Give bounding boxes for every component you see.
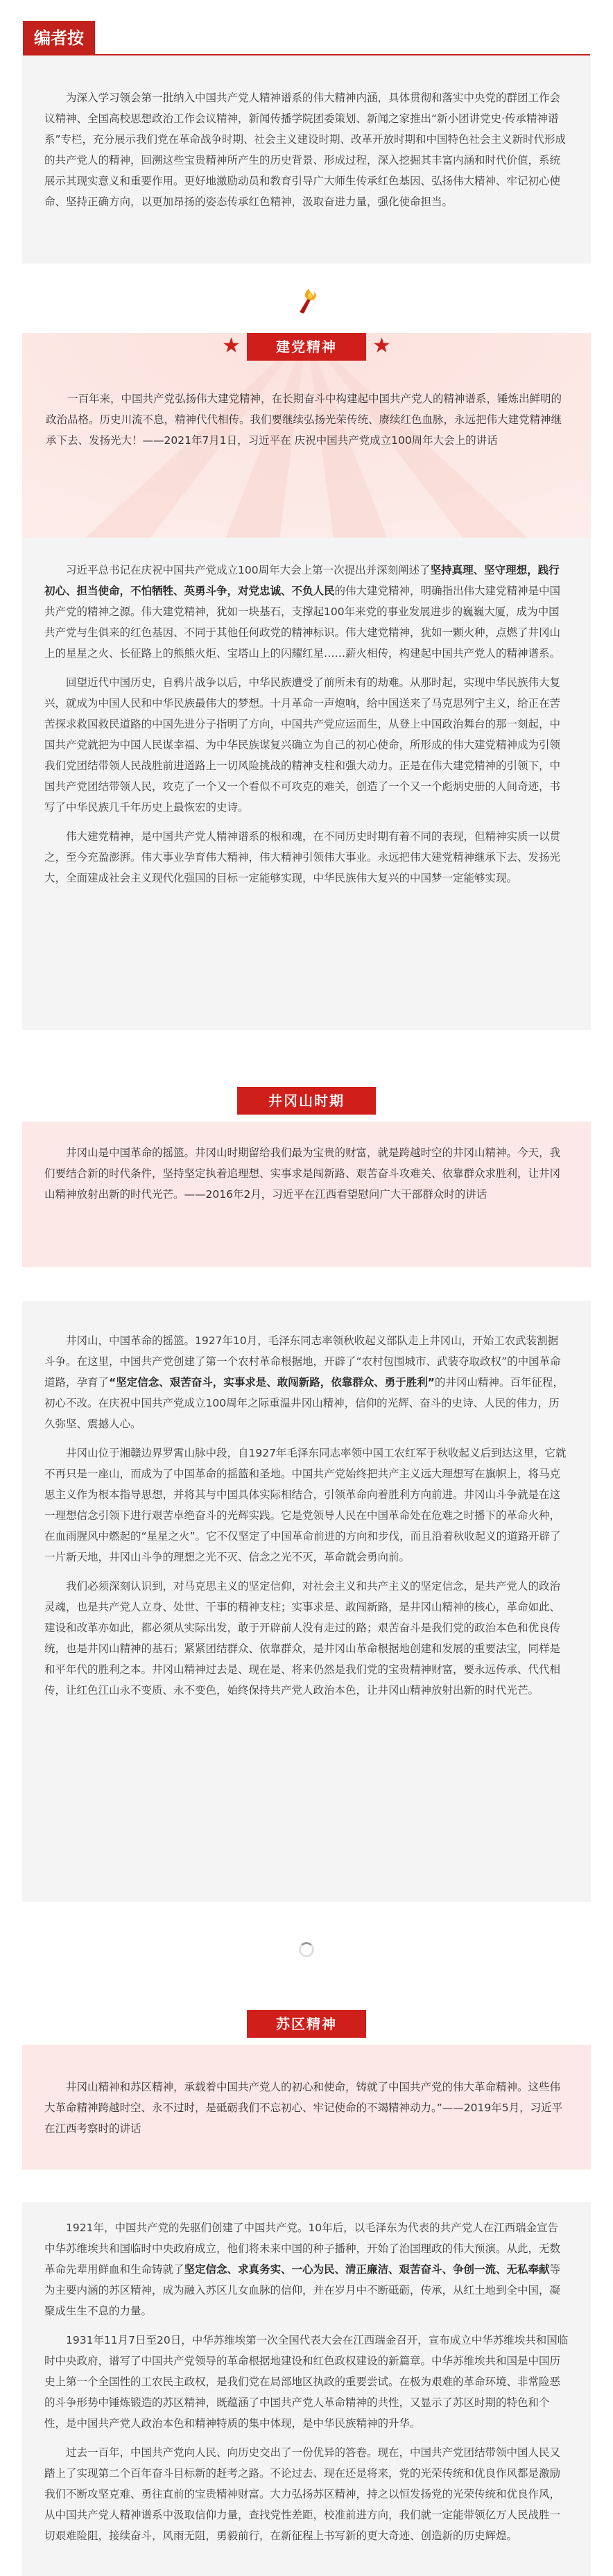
section-2-paragraph: 井冈山，中国革命的摇篮。1927年10月，毛泽东同志率领秋收起义部队走上井冈山，开始工农武装割据斗争。在这里，中国共产党创建了第一个农村革命根据地，开辟了“农村包围城市、武装夺取政权”的中国革命道路，孕育了“坚定信念、艰苦奋斗，实事求是、敢闯新路，依靠群众、勇于胜利”的井冈山精神。百年征程，初心不改。在庆祝中国共产党成立100周年之际重温井冈山精神，信仰的光辉、奋斗的史诗、人民的伟力，历久弥坚、震撼人心。 [44,1334,564,1430]
section-2-paragraph: 我们必须深刻认识到，对马克思主义的坚定信仰，对社会主义和共产主义的坚定信念，是共产党人的政治灵魂，也是共产党人立身、处世、干事的精神支柱；实事求是、敢闯新路，是井冈山精神的核心，革命如此、建设和改革亦如此，都必须从实际出发，敢于开辟前人没有走过的路；艰苦奋斗是我们党的政治本色和优良传统，也是井冈山精神的基石；紧紧团结群众、依靠群众，是井冈山革命根据地创建和发展的重要法宝，同样是和平年代的胜利之本。井冈山精神过去是、现在是、将来仍然是我们党的宝贵精神财富，要永远传承、代代相传，让红色江山永不变质、永不变色，始终保持共产党人政治本色，让井冈山精神放射出新的时代光芒。 [44,1580,561,1697]
editor-note-tag: 编者按 [23,21,95,55]
star-icon: ★ [222,334,241,358]
section-3-title: 苏区精神 [247,2010,366,2038]
section-3-paragraph: 过去一百年，中国共产党向人民、向历史交出了一份优异的答卷。现在，中国共产党团结带领中国人民又踏上了实现第二个百年奋斗目标新的赶考之路。不论过去、现在还是将来，党的光荣传统和优良作风都是激励我们不断攻坚克难、勇往直前的宝贵精神财富。大力弘扬苏区精神，持之以恒发扬党的光荣传统和优良作风，从中国共产党人精神谱系中汲取信仰力量，查找党性差距，校准前进方向，我们就一定能带领亿万人民战胜一切艰难险阻，接续奋斗，风雨无阻，勇毅前行，在新征程上书写新的更大奇迹、创造新的历史辉煌。 [44,2446,561,2542]
section-3-paragraph: 1921年，中国共产党的先驱们创建了中国共产党。10年后，以毛泽东为代表的共产党人在江西瑞金宣告中华苏维埃共和国临时中央政府成立，他们将未来中国的种子播种，开始了治国理政的伟大预演。从此，无数革命先辈用鲜血和生命铸就了坚定信念、求真务实、一心为民、清正廉洁、艰苦奋斗、争创一流、无私奉献等为主要内涵的苏区精神，成为融入苏区儿女血脉的信仰，并在岁月中不断砥砺，传承，从红土地到全中国，凝聚成生生不息的力量。 [44,2222,561,2317]
editor-note-text: 为深入学习领会第一批纳入中国共产党人精神谱系的伟大精神内涵，具体贯彻和落实中央党的群团工作会议精神、全国高校思想政治工作会议精神，新闻传播学院团委策划、新闻之家推出“新小团讲党史·传承精神谱系”专栏，充分展示我们党在革命战争时期、社会主义建设时期、改革开放时期和中国特色社会主义新时代形成的共产党人的精神，回溯这些宝贵精神所产生的历史背景、形成过程，深入挖掘其丰富内涵和时代价值，系统展示其现实意义和重要作用。更好地激励动员和教育引导广大师生传承红色基因、弘扬伟大精神、牢记初心使命、坚持正确方向，以更加昂扬的姿态传承红色精神，汲取奋进力量，强化使命担当。 [44,92,567,208]
section-3-quote: 井冈山精神和苏区精神，承载着中国共产党人的初心和使命，铸就了中国共产党的伟大革命精神。这些伟大革命精神跨越时空、永不过时，是砥砺我们不忘初心、牢记使命的不竭精神动力。”——2019年5月，习近平在江西考察时的讲话 [44,2081,563,2135]
section-1-quote-box [22,388,591,451]
section-1-title: 建党精神 [247,333,366,361]
section-1-paragraph: 回望近代中国历史，自鸦片战争以后，中华民族遭受了前所未有的劫难。从那时起，实现中华民族伟大复兴，就成为中国人民和中华民族最伟大的梦想。十月革命一声炮响，给中国送来了马克思列宁主义，给正在苦苦探求救国救民道路的中国先进分子指明了方向，中国共产党应运而生，从登上中国政治舞台的那一刻起，中国共产党就把为中国人民谋幸福、为中华民族谋复兴确立为自己的初心使命，所形成的伟大建党精神成为引领我们党团结带领人民战胜前进道路上一切风险挑战的精神支柱和强大动力。正是在伟大建党精神的引领下，中国共产党团结带领人民，攻克了一个又一个看似不可攻克的难关，创造了一个又一个彪炳史册的人间奇迹，书写了中华民族几千年历史上最恢宏的史诗。 [44,676,561,814]
section-2-quote-box [22,1122,591,1267]
torch-icon [290,284,323,318]
section-3-quote-box [22,2045,591,2170]
section-1-body [22,538,591,1030]
section-2-body [22,1301,591,1902]
section-1-quote: 一百年来，中国共产党弘扬伟大建党精神，在长期奋斗中构建起中国共产党人的精神谱系，锤炼出鲜明的政治品格。历史川流不息，精神代代相传。我们要继续弘扬光荣传统、赓续红色血脉，永远把伟大建党精神继承下去、发扬光大！——2021年7月1日，习近平在 庆祝中国共产党成立100周年大会上的讲话 [46,393,562,447]
section-2-title: 井冈山时期 [237,1087,376,1115]
section-3-paragraph: 1931年11月7日至20日，中华苏维埃第一次全国代表大会在江西瑞金召开，宣布成立中华苏维埃共和国临时中央政府，谱写了中国共产党领导的革命根据地建设和红色政权建设的新篇章。中华苏维埃共和国是中国历史上第一个全国性的工农民主政权，是我们党在局部地区执政的重要尝试。在极为艰难的革命环境、非常险恶的斗争形势中锤炼锻造的苏区精神，既蕴涵了中国共产党人革命精神的共性，又显示了苏区时期的特色和个性，是中国共产党人政治本色和精神特质的集中体现，是中华民族精神的升华。 [44,2334,569,2430]
star-icon: ★ [372,334,391,358]
section-3-body [22,2202,591,2576]
loading-spinner-icon [299,1942,314,1957]
section-1-paragraph: 习近平总书记在庆祝中国共产党成立100周年大会上第一次提出并深刻阐述了坚持真理、坚守理想，践行初心、担当使命，不怕牺牲、英勇斗争，对党忠诚、不负人民的伟大建党精神，明确指出伟大建党精神是中国共产党的精神之源。伟大建党精神，犹如一块基石，支撑起100年来党的事业发展进步的巍巍大厦，成为中国共产党与生俱来的红色基因、不同于其他任何政党的精神标识。伟大建党精神，犹如一颗火种，点燃了井冈山上的星星之火、长征路上的熊熊火炬、宝塔山上的闪耀红星……薪火相传，构建起中国共产党人的精神谱系。 [44,564,561,660]
section-2-quote: 井冈山是中国革命的摇篮。井冈山时期留给我们最为宝贵的财富，就是跨越时空的井冈山精神。今天，我们要结合新的时代条件，坚持坚定执着追理想、实事求是闯新路、艰苦奋斗攻难关、依靠群众求胜利，让井冈山精神放射出新的时代光芒。——2016年2月，习近平在江西看望慰问广大干部群众时的讲话 [44,1147,561,1201]
section-1-paragraph: 伟大建党精神，是中国共产党人精神谱系的根和魂，在不同历史时期有着不同的表现，但精神实质一以贯之，至今充盈澎湃。伟大事业孕育伟大精神，伟大精神引领伟大事业。永远把伟大建党精神继承下去、发扬光大，全面建成社会主义现代化强国的目标一定能够实现，中华民族伟大复兴的中国梦一定能够实现。 [44,830,561,884]
editor-note-box [22,55,591,264]
section-2-paragraph: 井冈山位于湘赣边界罗霄山脉中段，自1927年毛泽东同志率领中国工农红军于秋收起义后到达这里，它就不再只是一座山，而成为了中国革命的摇篮和圣地。中国共产党始终把共产主义远大理想写在旗帜上，将马克思主义作为根本指导思想，并将其与中国具体实际相结合，引领革命向着胜利方向前进。井冈山斗争就是在这一理想信念引领下进行艰苦卓绝奋斗的光辉实践。它是党领导人民在中国革命处在危难之时播下的革命火种，在血雨腥风中燃起的“星星之火”。它不仅坚定了中国革命前进的方向和步伐，而且沿着秋收起义的道路开辟了一片新天地，井冈山斗争的理想之光不灭、信念之光不灭，革命就会勇向前。 [44,1447,567,1563]
